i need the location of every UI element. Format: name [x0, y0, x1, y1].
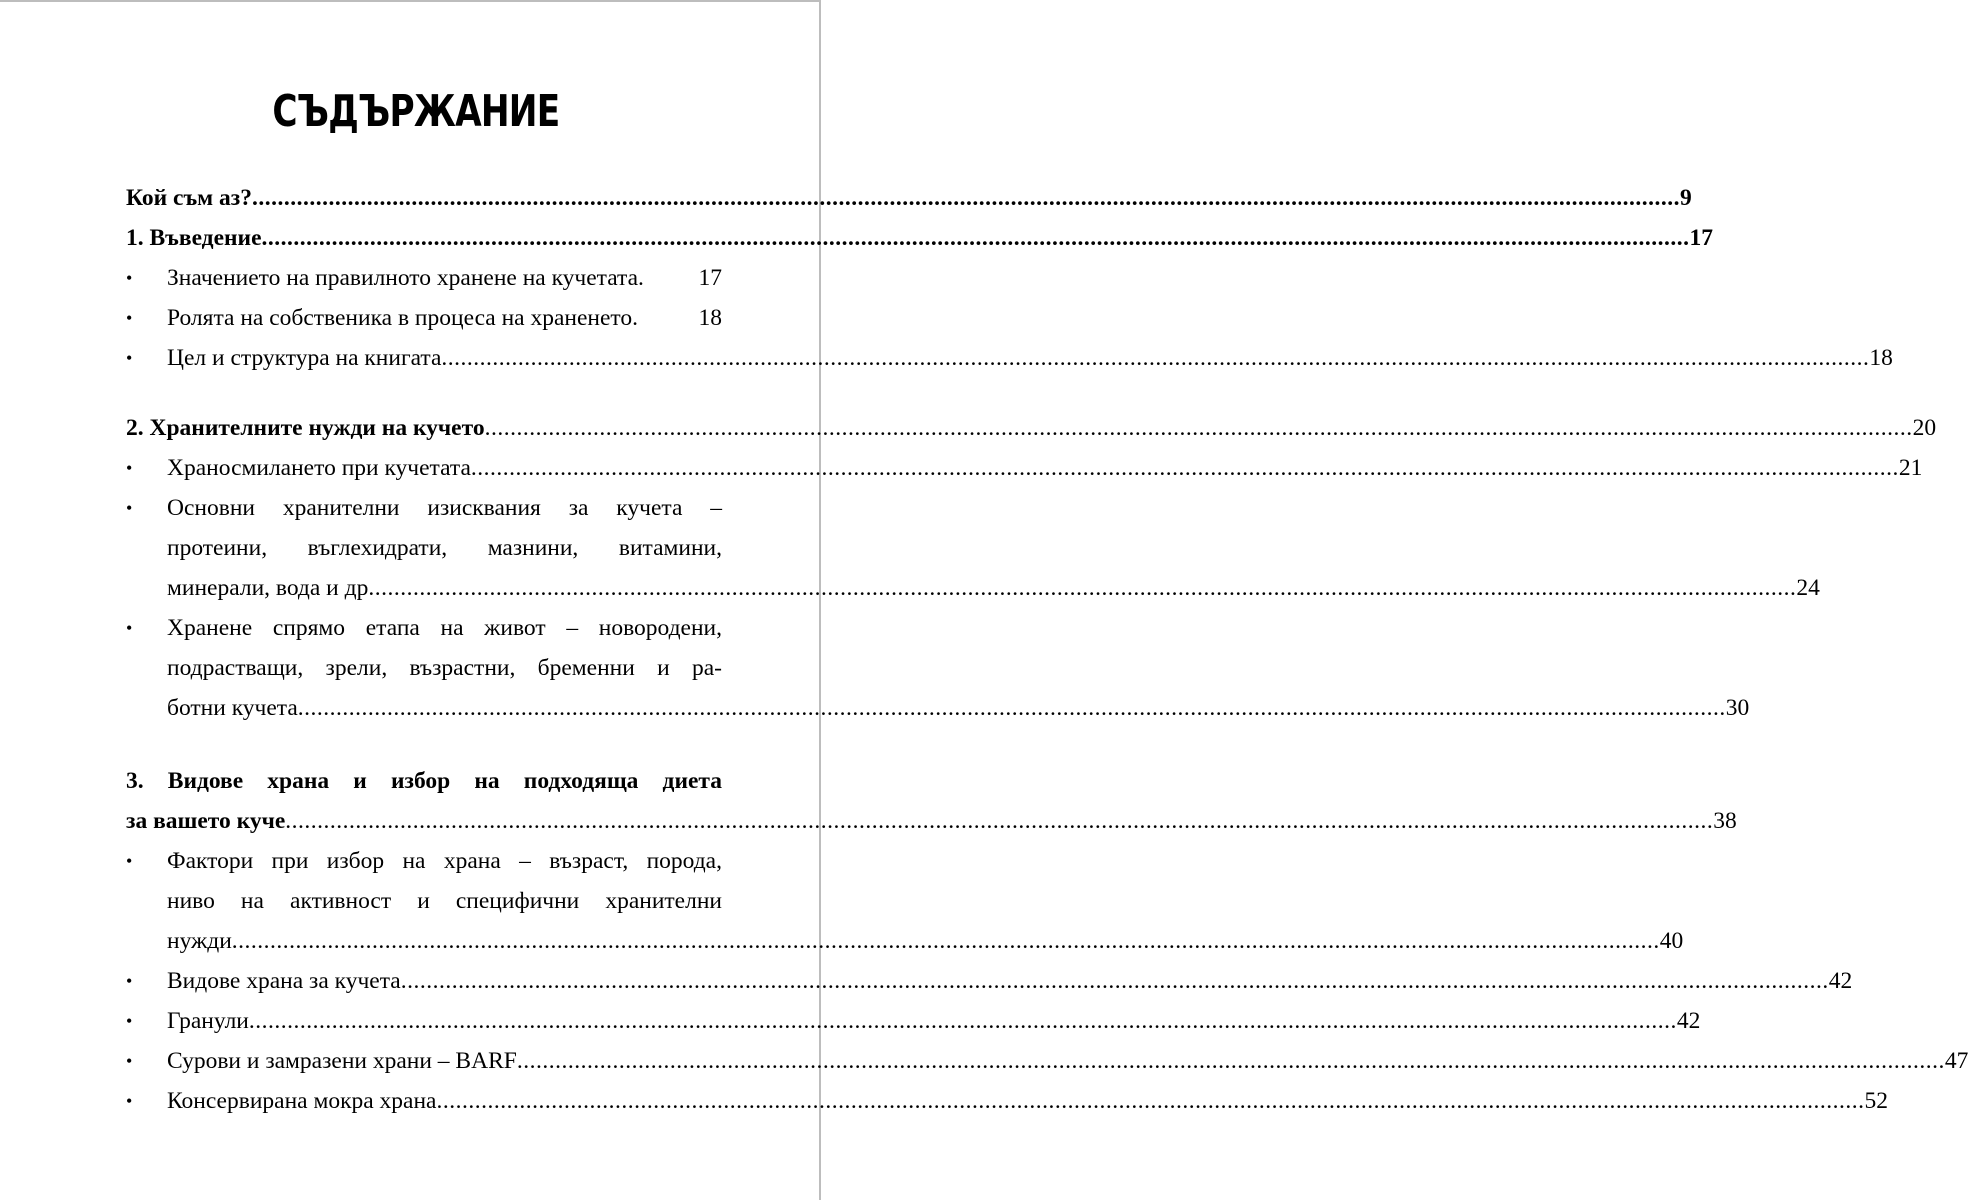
toc-dot-leader: ................................................................................................................................................................................................................................: [484, 415, 1913, 441]
toc-dot-leader: ................................................................................................................................................................................................................................: [470, 455, 1899, 481]
toc-entry-text: Видове храна за кучета: [167, 968, 401, 994]
toc-subentry[interactable]: [126, 1041, 1968, 1081]
toc-dot-leader: ................................................................................................................................................................................................................................: [285, 808, 1714, 834]
toc-subentry[interactable]: [126, 1001, 1701, 1041]
bullet-icon: •: [126, 308, 133, 328]
toc-entry-text: Кой съм аз?: [126, 185, 252, 211]
bullet-icon: •: [126, 348, 133, 368]
toc-dot-leader: ................................................................................................................................................................................................................................: [297, 695, 1726, 721]
toc-subentry-continuation: [126, 528, 722, 568]
toc-dot-leader: ................................................................................................................................................................................................................................: [231, 928, 1660, 954]
toc-page-number: 20: [1912, 415, 1937, 441]
toc-subentry-continuation: [126, 688, 1750, 728]
bullet-icon: •: [126, 1011, 133, 1031]
bullet-icon: •: [126, 458, 133, 478]
toc-entry-text: Гранули: [167, 1008, 249, 1034]
toc-entry-text-line-1: Фактори при избор на храна – възраст, порода,: [167, 848, 722, 874]
toc-entry-about-me[interactable]: [126, 178, 1692, 218]
bullet-icon: •: [126, 851, 133, 871]
toc-page-number: 40: [1659, 928, 1684, 954]
toc-subentry[interactable]: [126, 258, 722, 298]
toc-page-number: 42: [1828, 968, 1853, 994]
bullet-icon: •: [126, 498, 133, 518]
toc-subentry[interactable]: [126, 1081, 1888, 1121]
toc-subentry-multiline[interactable]: [126, 608, 722, 648]
toc-dot-leader: ................................................................................................................................................................................................................................: [436, 1088, 1865, 1114]
toc-page-number: 9: [1680, 185, 1692, 211]
bullet-icon: •: [126, 268, 133, 288]
bullet-icon: •: [126, 971, 133, 991]
toc-page-number: 47: [1944, 1048, 1968, 1074]
section-spacer: [126, 378, 722, 408]
toc-entry-text: Значението на правилното хранене на кучетата.: [167, 265, 644, 291]
toc-entry-text: 1. Въведение: [126, 225, 262, 251]
toc-subentry[interactable]: [126, 448, 1923, 488]
toc-entry-text-line-1: 3. Видове храна и избор на подходяща диета: [126, 768, 722, 794]
toc-subentry-continuation: [126, 648, 722, 688]
toc-page-number: 38: [1713, 808, 1737, 834]
toc-subentry[interactable]: [126, 961, 1853, 1001]
toc-subentry-multiline[interactable]: [126, 488, 722, 528]
toc-entry-text-line-3: нужди: [167, 928, 232, 954]
toc-entry-text: 2. Хранителните нужди на кучето: [126, 415, 485, 441]
toc-dot-leader: ................................................................................................................................................................................................................................: [252, 185, 1680, 211]
toc-page-number: 17: [698, 265, 722, 291]
table-of-contents: [126, 178, 1968, 1121]
page-title: СЪДЪРЖАНИЕ: [272, 86, 560, 137]
toc-subentry-continuation: [126, 921, 1684, 961]
toc-page-number: 30: [1725, 695, 1750, 721]
toc-entry-text: Ролята на собственика в процеса на храненето.: [167, 305, 639, 331]
toc-dot-leader: ................................................................................................................................................................................................................................: [400, 968, 1829, 994]
toc-entry-chapter-2[interactable]: [126, 408, 1937, 448]
toc-page-number: 24: [1796, 575, 1820, 601]
toc-entry-chapter-1[interactable]: [126, 218, 1714, 258]
toc-entry-text: Цел и структура на книгата: [167, 345, 442, 371]
toc-entry-chapter-3[interactable]: [126, 761, 722, 801]
toc-entry-chapter-3-continuation: [126, 801, 1737, 841]
toc-subentry[interactable]: [126, 338, 1893, 378]
toc-dot-leader: ................................................................................................................................................................................................................................: [441, 345, 1870, 371]
toc-page-number: 42: [1676, 1008, 1701, 1034]
toc-entry-text-line-1: Хранене спрямо етапа на живот – новородени,: [167, 615, 722, 641]
toc-subentry-continuation: [126, 881, 722, 921]
bullet-icon: •: [126, 1091, 133, 1111]
bullet-icon: •: [126, 1051, 133, 1071]
toc-entry-text-line-3: ботни кучета: [167, 695, 298, 721]
toc-entry-text-line-1: Основни хранителни изисквания за кучета –: [167, 495, 722, 521]
toc-dot-leader: ................................................................................................................................................................................................................................: [261, 225, 1690, 251]
toc-entry-text: Храносмилането при кучетата: [167, 455, 471, 481]
toc-entry-text-line-2: ниво на активност и специфични хранителни: [167, 888, 722, 914]
toc-entry-text-line-2: подрастващи, зрели, възрастни, бременни и ра-: [167, 655, 722, 681]
toc-entry-text-line-2: протеини, въглехидрати, мазнини, витамини,: [167, 535, 722, 561]
toc-page-number: 18: [698, 305, 722, 331]
toc-page-number: 52: [1864, 1088, 1888, 1114]
page-edge-top: [0, 0, 821, 2]
toc-entry-text-line-2: за вашето куче: [126, 808, 286, 834]
toc-dot-leader: ................................................................................................................................................................................................................................: [368, 575, 1797, 601]
toc-subentry[interactable]: [126, 298, 722, 338]
toc-entry-text-line-3: минерали, вода и др: [167, 575, 369, 601]
toc-subentry-continuation: [126, 568, 1820, 608]
toc-subentry-multiline[interactable]: [126, 841, 722, 881]
bullet-icon: •: [126, 618, 133, 638]
toc-dot-leader: ................................................................................................................................................................................................................................: [516, 1048, 1945, 1074]
toc-entry-text: Сурови и замразени храни – BARF: [167, 1048, 517, 1074]
toc-entry-text: Консервирана мокра храна: [167, 1088, 437, 1114]
toc-page-number: 21: [1898, 455, 1923, 481]
section-spacer: [126, 728, 722, 761]
toc-page-number: 18: [1869, 345, 1893, 371]
toc-page-number: 17: [1689, 225, 1714, 251]
toc-dot-leader: ................................................................................................................................................................................................................................: [248, 1008, 1677, 1034]
